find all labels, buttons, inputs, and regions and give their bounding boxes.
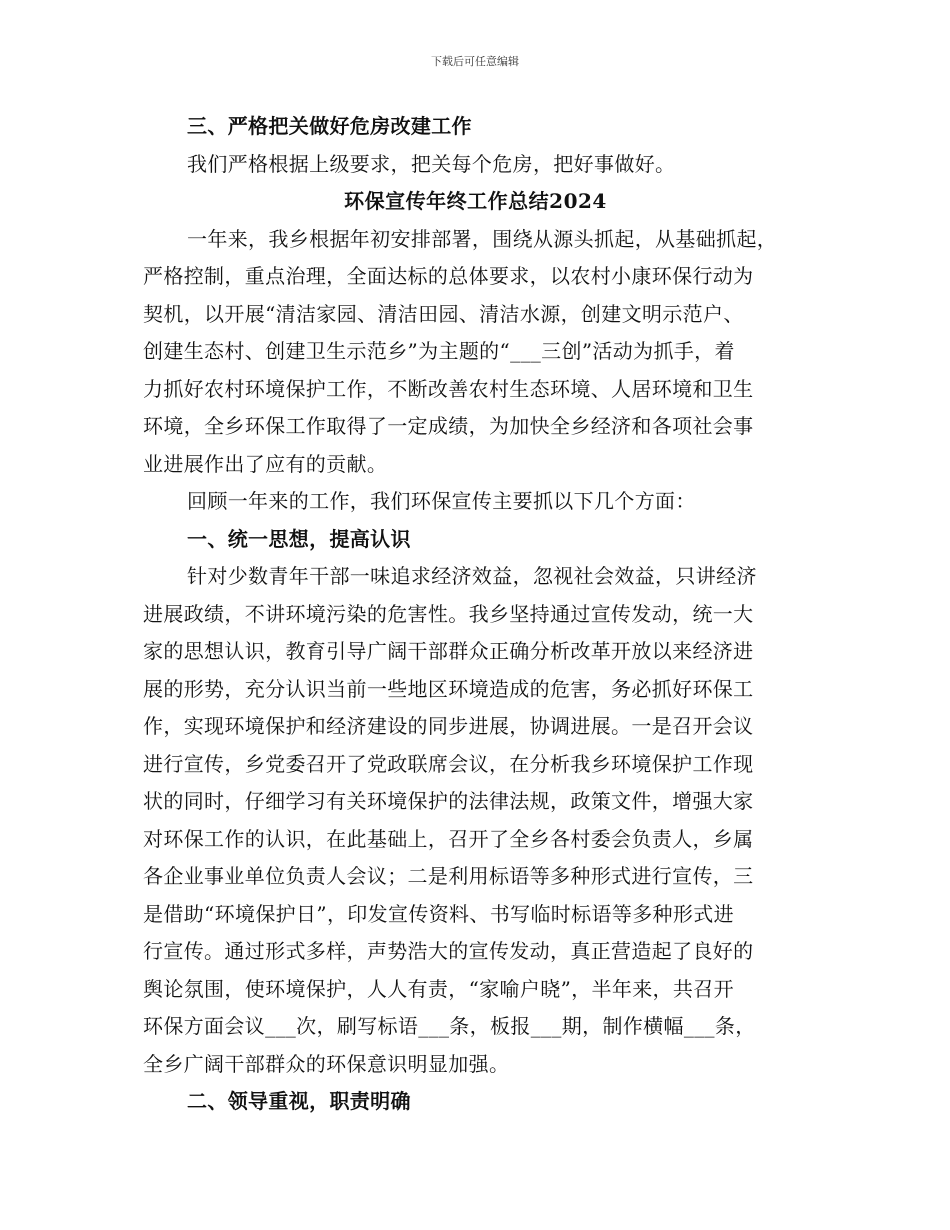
paragraph-line: 全乡广阔干部群众的环保意识明显加强。 — [143, 1051, 510, 1076]
paragraph-line: 环境，全乡环保工作取得了一定成绩，为加快全乡经济和各项社会事 — [143, 414, 754, 438]
paragraph-line: 业进展作出了应有的贡献。 — [143, 451, 388, 476]
paragraph-line: 我们严格根据上级要求，把关每个危房，把好事做好。 — [187, 151, 676, 176]
paragraph-line: 严格控制，重点治理，全面达标的总体要求，以农村小康环保行动为 — [143, 264, 754, 288]
document-body — [143, 108, 808, 1121]
section-heading-1: 一、统一思想，提高认识 — [187, 526, 411, 551]
paragraph-line: 创建生态村、创建卫生示范乡”为主题的“___三创”活动为抓手，着 — [143, 339, 735, 363]
paragraph-line: 契机，以开展“清洁家园、清洁田园、清洁水源，创建文明示范户、 — [143, 301, 744, 326]
paragraph-line: 力抓好农村环境保护工作，不断改善农村生态环境、人居环境和卫生 — [143, 376, 754, 401]
document-title: 环保宣传年终工作总结2024 — [344, 189, 607, 213]
paragraph-line: 进展政绩，不讲环境污染的危害性。我乡坚持通过宣传发动，统一大 — [143, 601, 754, 626]
paragraph-line: 舆论氛围，使环境保护，人人有责，“家喻户晓”，半年来，共召开 — [143, 976, 734, 1001]
page-header: 下载后可任意编辑 — [431, 55, 519, 68]
paragraph-line: 进行宣传，乡党委召开了党政联席会议，在分析我乡环境保护工作现 — [143, 751, 754, 776]
paragraph-line: 对环保工作的认识，在此基础上，召开了全乡各村委会负责人，乡属 — [143, 826, 754, 851]
paragraph-line: 作，实现环境保护和经济建设的同步进展，协调进展。一是召开会议 — [143, 714, 754, 738]
paragraph-line: 展的形势，充分认识当前一些地区环境造成的危害，务必抓好环保工 — [143, 676, 754, 701]
section-heading-3: 三、严格把关做好危房改建工作 — [187, 114, 472, 138]
section-heading-2: 二、领导重视，职责明确 — [187, 1089, 411, 1113]
paragraph-line: 行宣传。通过形式多样，声势浩大的宣传发动，真正营造起了良好的 — [143, 939, 754, 963]
paragraph-line: 家的思想认识，教育引导广阔干部群众正确分析改革开放以来经济进 — [143, 639, 754, 663]
paragraph-line: 环保方面会议___次，刷写标语___条，板报___期，制作横幅___条， — [143, 1014, 756, 1038]
paragraph-line: 各企业事业单位负责人会议；二是利用标语等多种形式进行宣传，三 — [143, 864, 754, 888]
paragraph-line: 一年来，我乡根据年初安排部署，围绕从源头抓起，从基础抓起， — [187, 226, 778, 251]
paragraph-line: 是借助“环境保护日”，印发宣传资料、书写临时标语等多种形式进 — [143, 901, 734, 926]
paragraph-line: 针对少数青年干部一味追求经济效益，忽视社会效益，只讲经济 — [187, 564, 757, 588]
paragraph-line: 状的同时，仔细学习有关环境保护的法律法规，政策文件，增强大家 — [143, 789, 754, 813]
paragraph-line: 回顾一年来的工作，我们环保宣传主要抓以下几个方面： — [187, 489, 696, 513]
